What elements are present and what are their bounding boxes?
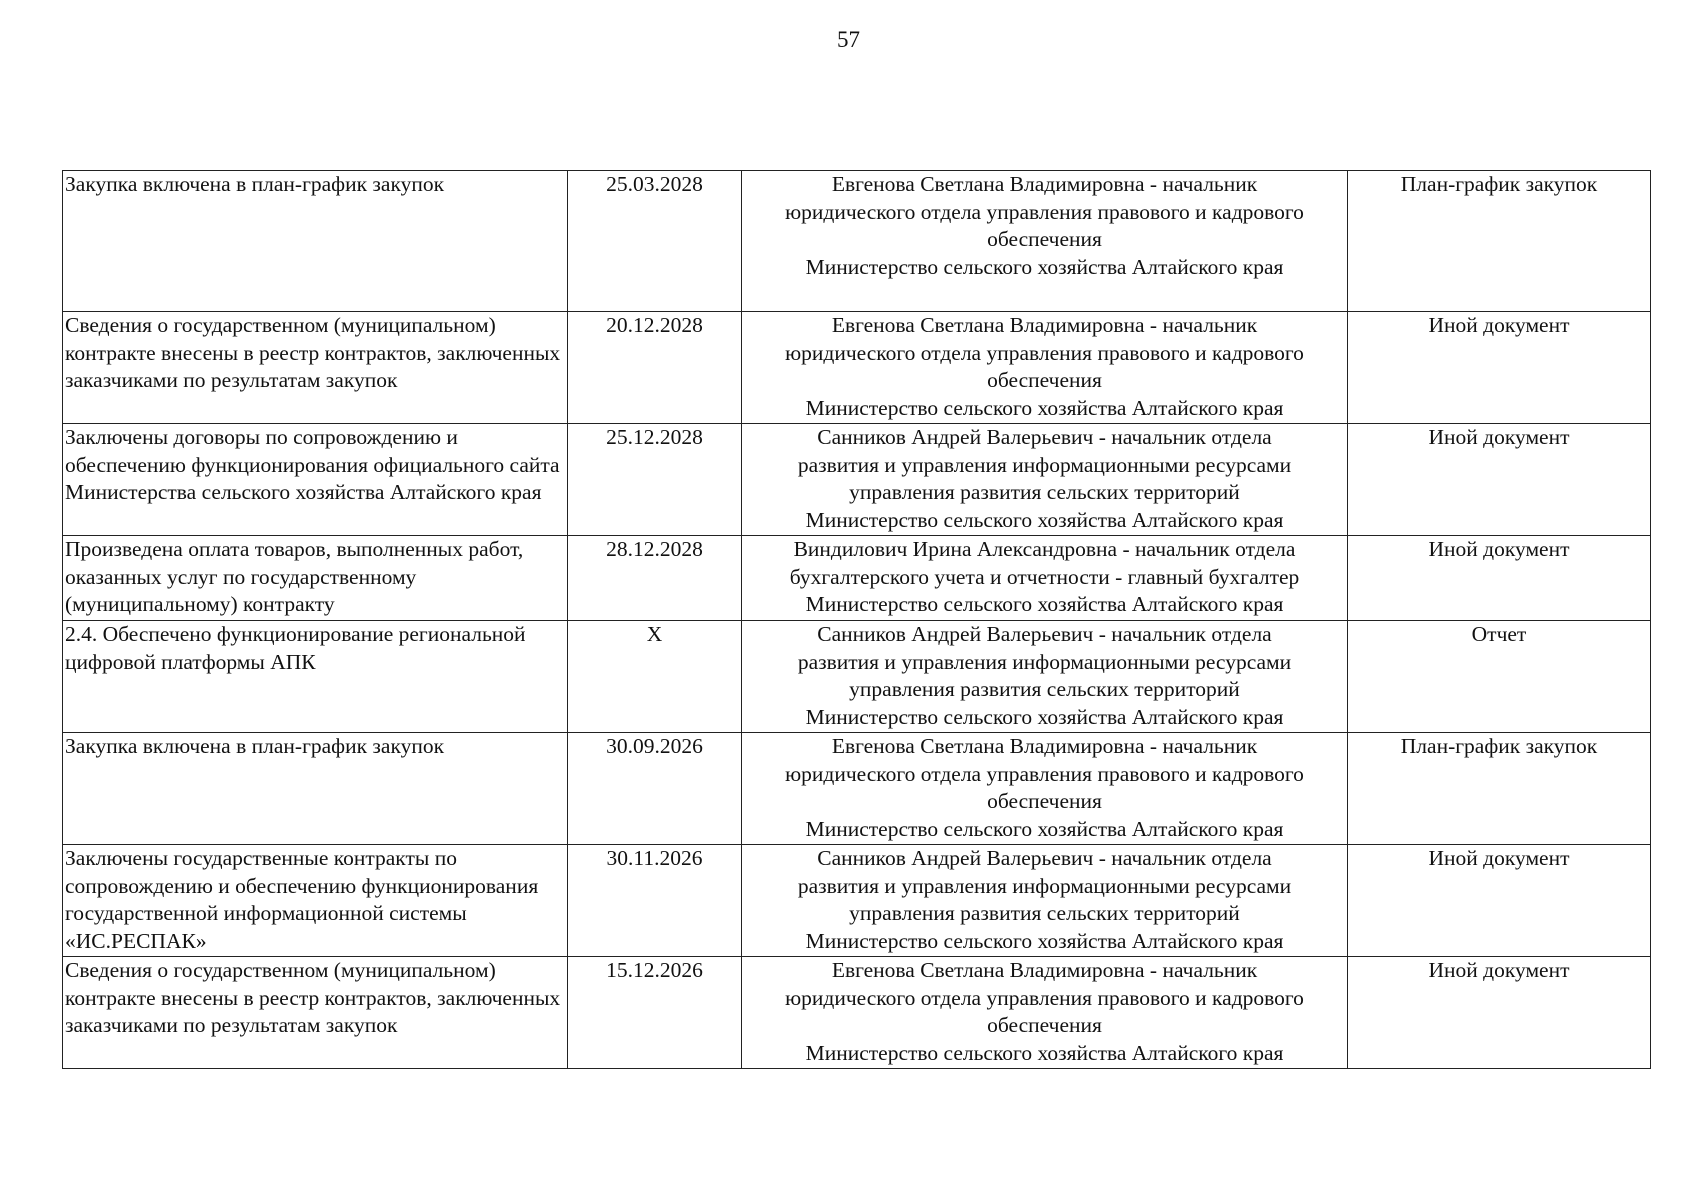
responsible-line: Евгенова Светлана Владимировна - начальник — [831, 172, 1258, 196]
table-row — [63, 621, 1651, 733]
responsible-cell — [742, 957, 1348, 1069]
responsible-cell — [742, 171, 1348, 312]
responsible-line: юридического отдела управления правового и кадрового — [785, 199, 1304, 224]
plan-table — [62, 170, 1651, 1069]
date-cell: 25.12.2028 — [568, 424, 742, 536]
event-cell: Закупка включена в план-график закупок — [63, 733, 568, 845]
document-cell: Иной документ — [1348, 312, 1651, 424]
responsible-line: обеспечения — [987, 368, 1102, 392]
date-cell: X — [568, 621, 742, 733]
table-row — [63, 536, 1651, 621]
responsible-line: Министерство сельского хозяйства Алтайского края — [805, 816, 1284, 841]
table-row — [63, 171, 1651, 312]
responsible-line: юридического отдела управления правового и кадрового — [785, 761, 1304, 786]
table-body — [63, 171, 1651, 1069]
date-cell: 28.12.2028 — [568, 536, 742, 621]
event-cell: Произведена оплата товаров, выполненных работ, оказанных услуг по государственному (муниципальному) контракту — [63, 536, 568, 621]
responsible-cell — [742, 312, 1348, 424]
page-number: 57 — [837, 27, 860, 52]
responsible-line: управления развития сельских территорий — [849, 480, 1240, 504]
responsible-line: развития и управления информационными ресурсами — [797, 873, 1292, 898]
event-cell: Сведения о государственном (муниципальном) контракте внесены в реестр контрактов, заключенных заказчиками по результатам закупок — [63, 312, 568, 424]
document-cell: Иной документ — [1348, 957, 1651, 1069]
event-cell: Заключены государственные контракты по сопровождению и обеспечению функционирования государственной информационной системы «ИС.РЕСПАК» — [63, 845, 568, 957]
responsible-cell — [742, 845, 1348, 957]
responsible-cell — [742, 621, 1348, 733]
responsible-line: Евгенова Светлана Владимировна - начальник — [831, 734, 1258, 758]
responsible-line: Санников Андрей Валерьевич - начальник отдела — [817, 425, 1272, 449]
table-row — [63, 957, 1651, 1069]
date-cell: 25.03.2028 — [568, 171, 742, 312]
table-row — [63, 424, 1651, 536]
event-cell: 2.4. Обеспечено функционирование региональной цифровой платформы АПК — [63, 621, 568, 733]
responsible-line: юридического отдела управления правового и кадрового — [785, 985, 1304, 1010]
responsible-line: Министерство сельского хозяйства Алтайского края — [805, 1040, 1284, 1065]
responsible-line: юридического отдела управления правового и кадрового — [785, 340, 1304, 365]
responsible-cell — [742, 424, 1348, 536]
responsible-line: управления развития сельских территорий — [849, 677, 1240, 701]
document-cell: Иной документ — [1348, 536, 1651, 621]
event-cell: Заключены договоры по сопровождению и обеспечению функционирования официального сайта Министерства сельского хозяйства Алтайского края — [63, 424, 568, 536]
responsible-line: Министерство сельского хозяйства Алтайского края — [805, 254, 1284, 279]
date-cell: 15.12.2026 — [568, 957, 742, 1069]
responsible-line: Санников Андрей Валерьевич - начальник отдела — [817, 846, 1272, 870]
responsible-cell — [742, 536, 1348, 621]
responsible-line: обеспечения — [987, 1013, 1102, 1037]
responsible-line: Министерство сельского хозяйства Алтайского края — [805, 928, 1284, 953]
responsible-line: Министерство сельского хозяйства Алтайского края — [805, 704, 1284, 729]
responsible-line: обеспечения — [987, 789, 1102, 813]
date-cell: 20.12.2028 — [568, 312, 742, 424]
document-cell: План-график закупок — [1348, 733, 1651, 845]
responsible-line: обеспечения — [987, 227, 1102, 251]
responsible-line: Министерство сельского хозяйства Алтайского края — [805, 395, 1284, 420]
table-row — [63, 845, 1651, 957]
responsible-line: развития и управления информационными ресурсами — [797, 649, 1292, 674]
responsible-line: Виндилович Ирина Александровна - начальник отдела — [793, 537, 1296, 561]
event-cell: Сведения о государственном (муниципальном) контракте внесены в реестр контрактов, заключенных заказчиками по результатам закупок — [63, 957, 568, 1069]
responsible-line: Санников Андрей Валерьевич - начальник отдела — [817, 622, 1272, 646]
table-row — [63, 312, 1651, 424]
table-row — [63, 733, 1651, 845]
responsible-cell — [742, 733, 1348, 845]
responsible-line: Евгенова Светлана Владимировна - начальник — [831, 958, 1258, 982]
responsible-line: Евгенова Светлана Владимировна - начальник — [831, 313, 1258, 337]
responsible-line: бухгалтерского учета и отчетности - главный бухгалтер — [789, 564, 1300, 589]
document-cell: Иной документ — [1348, 424, 1651, 536]
responsible-line: развития и управления информационными ресурсами — [797, 452, 1292, 477]
document-cell: План-график закупок — [1348, 171, 1651, 312]
responsible-line: управления развития сельских территорий — [849, 901, 1240, 925]
document-cell: Отчет — [1348, 621, 1651, 733]
date-cell: 30.11.2026 — [568, 845, 742, 957]
date-cell: 30.09.2026 — [568, 733, 742, 845]
document-cell: Иной документ — [1348, 845, 1651, 957]
responsible-line: Министерство сельского хозяйства Алтайского края — [805, 507, 1284, 532]
event-cell: Закупка включена в план-график закупок — [63, 171, 568, 312]
responsible-line: Министерство сельского хозяйства Алтайского края — [805, 592, 1284, 616]
